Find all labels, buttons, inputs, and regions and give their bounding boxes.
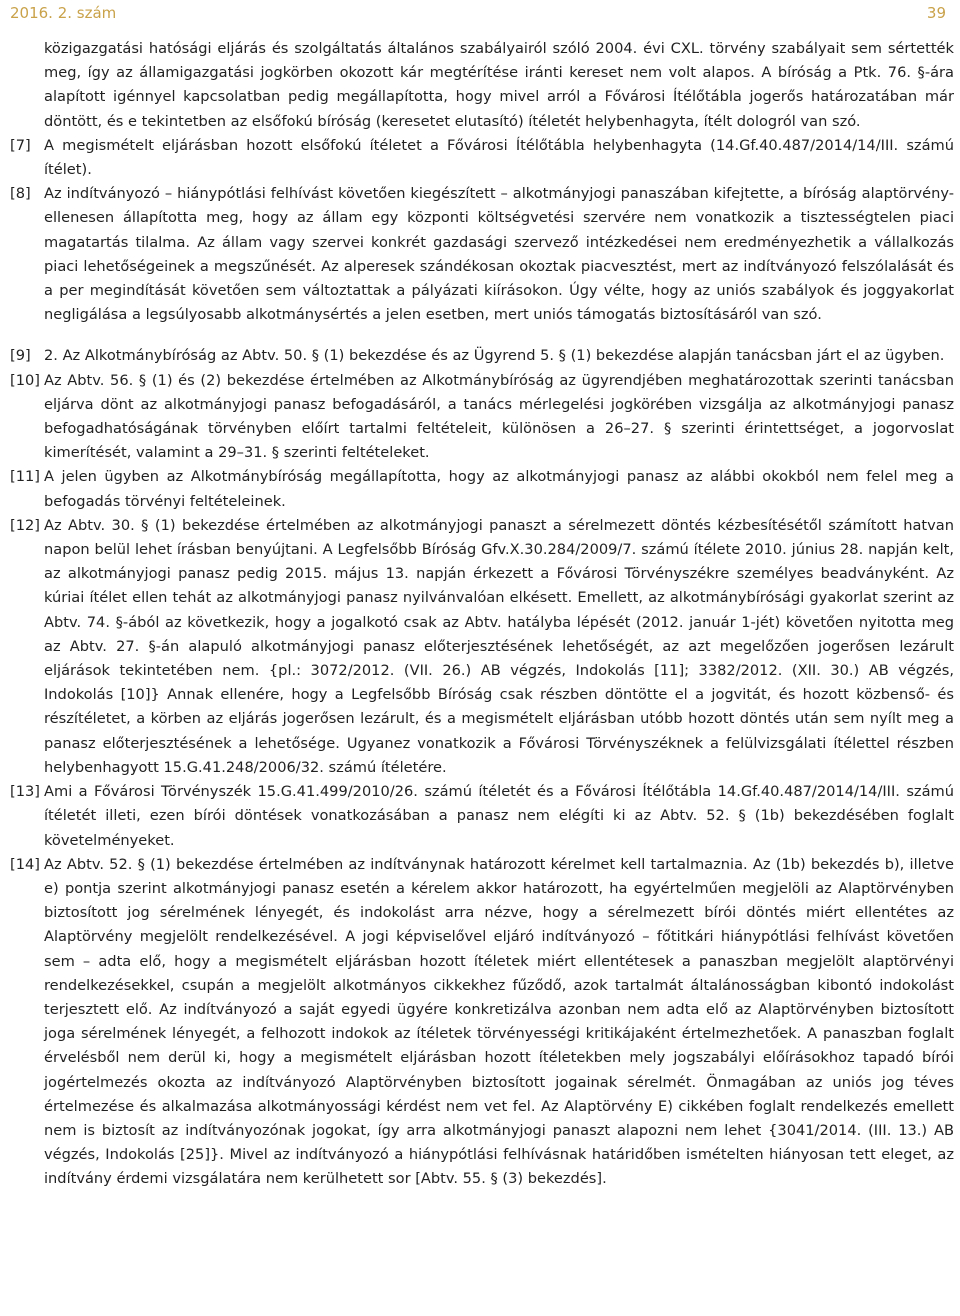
paragraph-12	[10, 514, 954, 780]
paragraph-text: Az Abtv. 30. § (1) bekezdése értelmében az alkotmányjogi panaszt a sérelmezett döntés kézbesítésétől számított hatvan napon belül lehet írásban benyújtani. A Legfelsőbb Bíróság Gfv.X.30.284/2009/7. számú ítélete 2010. június 28. napján kelt, az alkotmányjogi panasz pedig 2015. május 13. napján érkezett a Fővárosi Törvényszékre személyes beadványként. Az kúriai ítélet ellen tehát az alkotmányjogi panasz nyilvánvalóan elkésett. Emellett, az alkotmánybírósági gyakorlat szerint az Abtv. 74. §-ából az következik, hogy a jogalkotó csak az Abtv. hatályba lépését (2012. január 1-jét) követően nyitotta meg az Abtv. 27. §-án alapuló alkotmányjogi panasz előterjesztésének lehetőségét, az azt megelőzően jogerősen lezárult eljárások tekintetében nem. {pl.: 3072/2012. (VII. 26.) AB végzés, Indokolás [11]; 3382/2012. (XII. 30.) AB végzés, Indokolás [10]} Annak ellenére, hogy a Legfelsőbb Bíróság csak részben döntötte el a jogvitát, és hozott közbenső- és részítéletet, a körben az eljárás jogerősen lezárult, és a megismételt eljárásban utóbb hozott döntés után sem nyílt meg a panasz előterjesztésének a lehetősége. Ugyanez vonatkozik a Fővárosi Törvényszéknek a felülvizsgálati ítélettel részben helybenhagyott 15.G.41.248/2006/32. számú ítéletére.	[44, 516, 954, 776]
paragraph-text: Az Abtv. 56. § (1) és (2) bekezdése értelmében az Alkotmánybíróság az ügyrendjében meghatározottak szerinti tanácsban eljárva dönt az alkotmányjogi panasz befogadásáról, a tanács mérlegelési jogkörében vizsgálja az alkotmányjogi panasz befogadhatóságának törvényben előírt tartalmi feltételeit, különösen a 26–27. § szerinti érintettséget, a jogorvoslat kimerítését, valamint a 29–31. § szerinti feltételeket.	[44, 371, 954, 462]
page-header	[10, 0, 950, 26]
paragraph-10	[10, 369, 954, 466]
paragraph-continuation	[10, 37, 954, 134]
paragraph-number: [10]	[10, 371, 40, 389]
document-body	[10, 37, 954, 1192]
paragraph-number: [13]	[10, 783, 40, 801]
paragraph-8	[10, 182, 954, 327]
paragraph-13	[10, 780, 954, 853]
paragraph-text: A jelen ügyben az Alkotmánybíróság megállapította, hogy az alkotmányjogi panasz az alábbi okokból nem felel meg a befogadás törvényi feltételeinek.	[44, 468, 954, 510]
paragraph-9	[10, 344, 954, 368]
paragraph-number: [14]	[10, 855, 40, 873]
paragraph-14	[10, 853, 954, 1192]
paragraph-text: A megismételt eljárásban hozott elsőfokú ítéletet a Fővárosi Ítélőtábla helybenhagyta (14.Gf.40.487/2014/14/III. számú ítélet).	[44, 136, 954, 179]
paragraph-text: 2. Az Alkotmánybíróság az Abtv. 50. § (1) bekezdése és az Ügyrend 5. § (1) bekezdése alapján tanácsban járt el az ügyben.	[44, 347, 945, 365]
paragraph-number: [11]	[10, 468, 40, 486]
issue-label: 2016. 2. szám	[10, 4, 117, 22]
page-number: 39	[926, 4, 946, 22]
paragraph-number: [8]	[10, 185, 31, 203]
paragraph-number: [12]	[10, 516, 40, 534]
paragraph-text: Az Abtv. 52. § (1) bekezdése értelmében az indítványnak határozott kérelmet kell tartalmaznia. Az (1b) bekezdés b), illetve e) pontja szerint alkotmányjogi panasz esetén a kérelem akkor határozott, ha egyértelműen megjelöli az Alaptörvényben biztosított jog sérelmének lényegét, és indokolást arra nézve, hogy a sérelmezett bírói döntés miért ellentétes az Alaptörvény megjelölt rendelkezésével. A jogi képviselővel eljáró indítványozó – főtitkári hiánypótlási felhívást követően sem – adta elő, hogy a megismételt eljárásban hozott ítéletek miért ellentétesek a panaszban megjelölt alaptörvényi rendelkezésekkel, csupán a megjelölt alkotmányos cikkekhez fűződő, azok tartalmát általánosságban kibontó indokolást terjesztett elő. Az indítványozó a saját egyedi ügyére konkretizálva azonban nem adta elő az Alaptörvényben biztosított joga sérelmének lényegét, a felhozott indokok az ítéletek törvényességi kritikájaként értelmezhetőek. A panaszban foglalt érvelésből nem derül ki, hogy a megismételt eljárásban hozott ítéletekben mely jogszabályi előírásokhoz tapadó bírói jogértelmezés okozta az indítványozó Alaptörvényben biztosított jogainak sérelmét. Önmagában az uniós jog téves értelmezése és alkalmazása alkotmányossági kérdést nem vet fel. Az Alaptörvény E) cikkében foglalt rendelkezés emellett nem is biztosít az indítványozónak jogokat, így arra alkotmányjogi panaszt alapozni nem lehet {3041/2014. (III. 13.) AB végzés, Indokolás [25]}. Mivel az indítványozó a hiánypótlási felhívásnak határidőben ismételten hiányosan tett eleget, az indítvány érdemi vizsgálatára nem kerülhetett sor [Abtv. 55. § (3) bekezdés].	[44, 855, 954, 1188]
paragraph-11	[10, 465, 954, 513]
paragraph-text: Az indítványozó – hiánypótlási felhívást követően kiegészített – alkotmányjogi panaszában kifejtette, a bíróság alaptörvény-ellenesen állapította meg, hogy az állam egy központi költségvetési szervére nem vonatkozik a tisztességtelen piaci magatartás tilalma. Az állam vagy szervei konkrét gazdasági szervező intézkedései nem eredményezhetik a vállalkozás piaci lehetőségeinek a megszűnését. Az alperesek szándékosan okoztak piacvesztést, mert az indítványozó felszólalását és a per megindítását követően sem változtattak a pályázati kiírásokon. Úgy vélte, hogy az uniós szabályok és joggyakorlat negligálása a legsúlyosabb alkotmánysértés a jelen esetben, mert uniós támogatás biztosításáról van szó.	[44, 185, 954, 324]
paragraph-number: [9]	[10, 347, 31, 365]
paragraph-text: közigazgatási hatósági eljárás és szolgáltatás általános szabályairól szóló 2004. évi CXL. törvény szabályait sem sértették meg, így az államigazgatási jogkörben okozott kár megtérítése iránti kereset nem volt alapos. A bíróság a Ptk. 76. §-ára alapított igénnyel kapcsolatban pedig megállapította, hogy mivel arról a Fővárosi Ítélőtábla jogerős határozatában már döntött, és e tekintetben az elsőfokú bíróság (keresetet elutasító) ítéletét helybenhagyta, ítélt dologról van szó.	[44, 40, 954, 130]
paragraph-number: [7]	[10, 136, 31, 154]
paragraph-7	[10, 134, 954, 182]
paragraph-text: Ami a Fővárosi Törvényszék 15.G.41.499/2010/26. számú ítéletét és a Fővárosi Ítélőtábla 14.Gf.40.487/2014/14/III. számú ítéletét illeti, ezen bírói döntések vonatkozásában a panasz nem elégíti ki az Abtv. 52. § (1b) bekezdésében foglalt követelményeket.	[44, 783, 954, 849]
